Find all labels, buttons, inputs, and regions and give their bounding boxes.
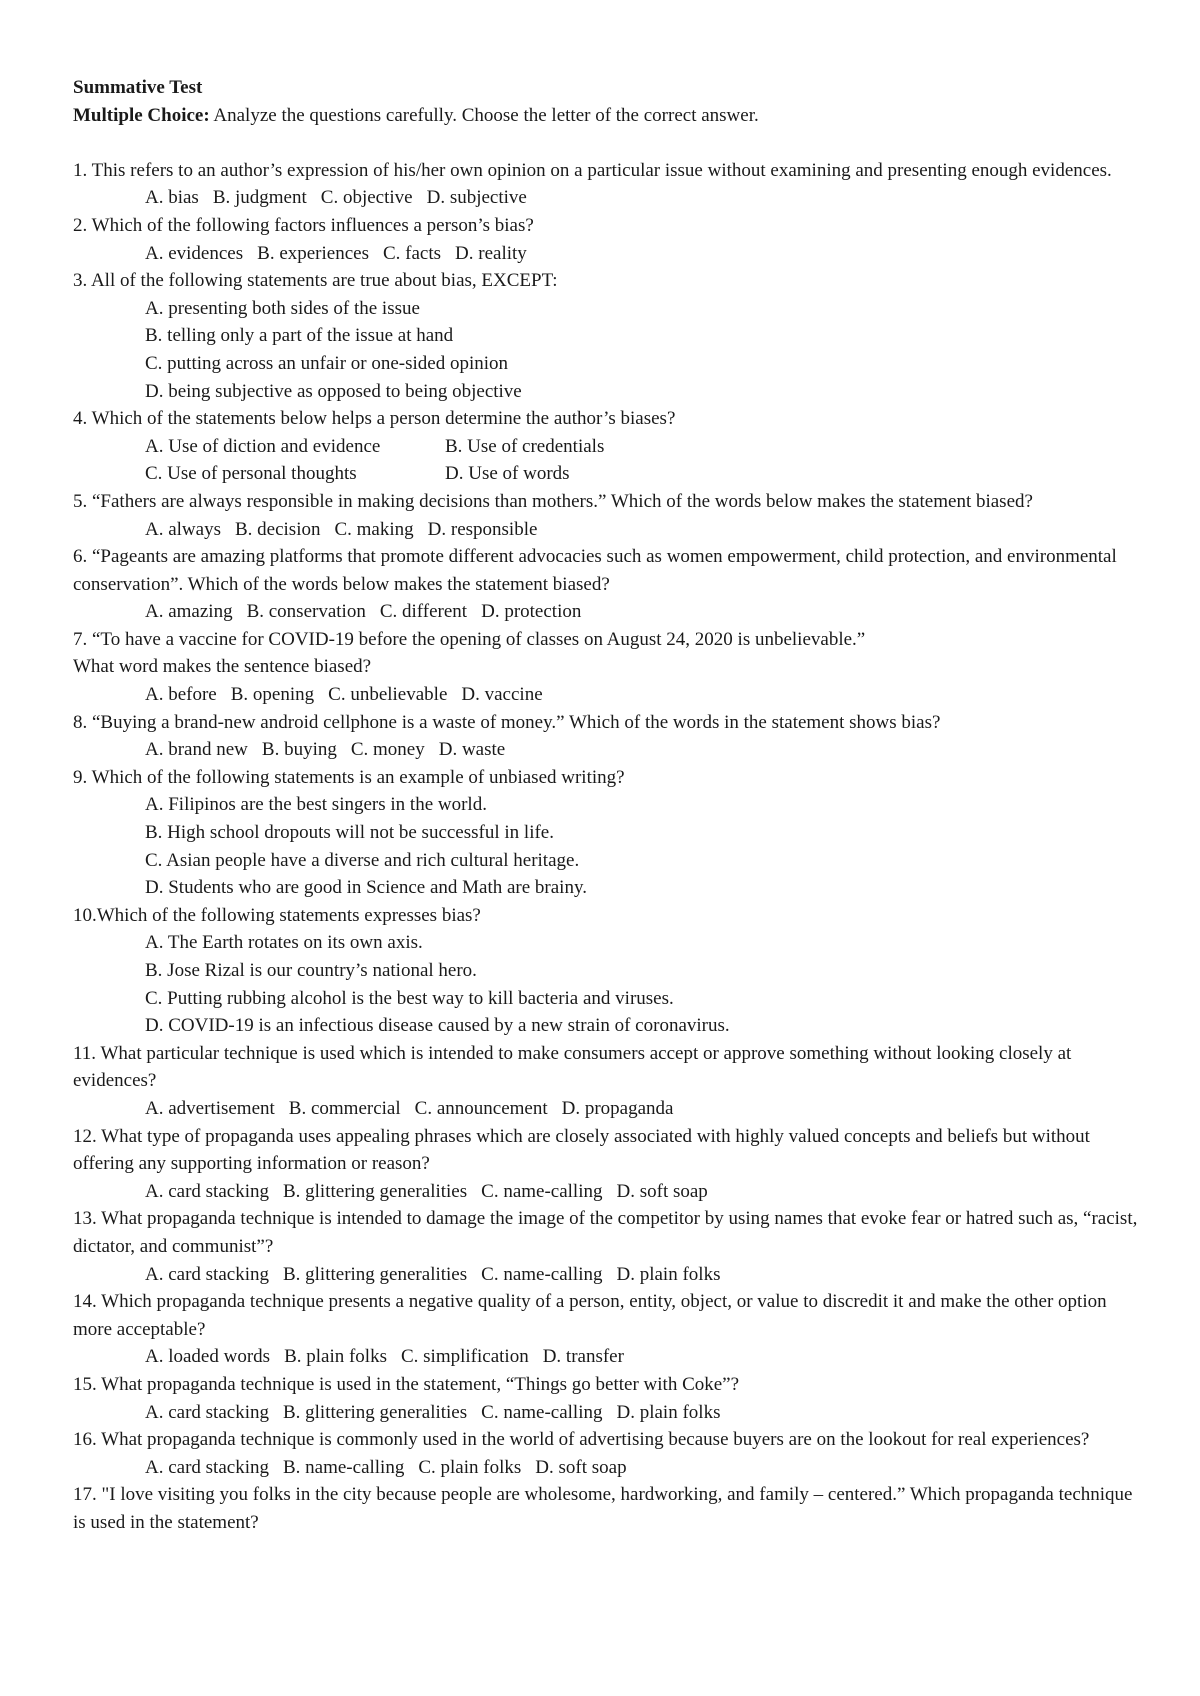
answer-option: B. glittering generalities	[282, 1263, 468, 1285]
answer-option: A. always	[145, 518, 221, 540]
answer-option: A. loaded words	[145, 1346, 271, 1368]
question-text: 8. “Buying a brand-new android cellphone is a waste of money.” Which of the words in the statement shows bias?	[73, 711, 941, 733]
answer-option: D. COVID-19 is an infectious disease caused by a new strain of coronavirus.	[145, 1015, 730, 1037]
question-item	[73, 1123, 1140, 1206]
answer-option: B. glittering generalities	[282, 1180, 468, 1202]
answer-option: A. card stacking	[145, 1401, 269, 1423]
question-item	[73, 626, 1140, 709]
answer-option: A. brand new	[145, 739, 248, 761]
question-item	[73, 1288, 1140, 1371]
question-text: 9. Which of the following statements is an example of unbiased writing?	[73, 766, 625, 788]
answer-option: D. vaccine	[461, 684, 543, 706]
answer-option: D. reality	[455, 242, 527, 264]
answer-option: A. evidences	[145, 242, 244, 264]
answer-option: C. Putting rubbing alcohol is the best way to kill bacteria and viruses.	[145, 987, 674, 1009]
answer-option: B. Use of credentials	[445, 435, 605, 457]
answer-option: C. simplification	[400, 1346, 529, 1368]
question-text: 12. What type of propaganda uses appealing phrases which are closely associated with highly valued concepts and beliefs but without offering any supporting information or reason?	[73, 1125, 1090, 1175]
answer-option: D. protection	[481, 601, 582, 623]
question-text: 16. What propaganda technique is commonly used in the world of advertising because buyers are on the lookout for real experiences?	[73, 1429, 1090, 1451]
answer-option: C. Asian people have a diverse and rich cultural heritage.	[145, 849, 580, 871]
answer-option: B. plain folks	[284, 1346, 387, 1368]
answer-option: A. card stacking	[145, 1456, 269, 1478]
answer-options	[73, 184, 1140, 212]
answer-option: D. plain folks	[616, 1401, 721, 1423]
answer-option: A. card stacking	[145, 1180, 269, 1202]
answer-options	[73, 240, 1140, 268]
answer-options	[73, 1178, 1140, 1206]
answer-options	[73, 1095, 1140, 1123]
question-text: 17. "I love visiting you folks in the city because people are wholesome, hardworking, and family – centered.” Which propaganda technique is used in the statement?	[73, 1484, 1133, 1533]
question-item	[73, 157, 1140, 212]
answer-option: B. opening	[230, 684, 315, 706]
answer-option: C. objective	[320, 187, 413, 209]
answer-option: A. before	[145, 684, 217, 706]
question-text: 11. What particular technique is used which is intended to make consumers accept or approve something without looking closely at evidences?	[73, 1042, 1072, 1092]
question-item	[73, 212, 1140, 267]
answer-option: D. subjective	[426, 187, 527, 209]
answer-option: D. Students who are good in Science and Math are brainy.	[145, 877, 587, 899]
question-text: 3. All of the following statements are true about bias, EXCEPT:	[73, 270, 558, 292]
instructions	[73, 102, 1140, 130]
answer-option: C. name-calling	[481, 1263, 603, 1285]
answer-option: C. different	[379, 601, 468, 623]
answer-option: C. putting across an unfair or one-sided opinion	[145, 352, 509, 374]
answer-option: B. conservation	[246, 601, 366, 623]
question-list	[73, 157, 1140, 1537]
answer-option: D. soft soap	[616, 1180, 708, 1202]
answer-options	[73, 736, 1140, 764]
instructions-text: Analyze the questions carefully. Choose the letter of the correct answer.	[209, 104, 759, 126]
question-item	[73, 543, 1140, 626]
question-text: 5. “Fathers are always responsible in making decisions than mothers.” Which of the words below makes the statement biased?	[73, 490, 1033, 512]
question-text: 2. Which of the following factors influences a person’s bias?	[73, 214, 534, 236]
answer-option: A. Filipinos are the best singers in the world.	[145, 794, 487, 816]
answer-options	[73, 295, 1140, 405]
answer-option: A. bias	[145, 187, 199, 209]
answer-options	[73, 1454, 1140, 1482]
answer-option: C. plain folks	[418, 1456, 522, 1478]
spacer	[73, 129, 1140, 157]
question-item	[73, 405, 1140, 488]
answer-options	[73, 1261, 1140, 1289]
answer-options	[73, 598, 1140, 626]
answer-option: B. High school dropouts will not be successful in life.	[145, 822, 554, 844]
question-text: 6. “Pageants are amazing platforms that promote different advocacies such as women empowerment, child protection, and environmental conservation”. Which of the words below makes the statement biased?	[73, 546, 1117, 595]
answer-option: C. name-calling	[481, 1401, 603, 1423]
answer-option: B. decision	[234, 518, 321, 540]
instructions-label: Multiple Choice:	[73, 104, 210, 126]
answer-option: A. presenting both sides of the issue	[145, 297, 420, 319]
answer-options	[73, 681, 1140, 709]
question-text: 13. What propaganda technique is intended to damage the image of the competitor by using names that evoke fear or hatred such as, “racist, dictator, and communist”?	[73, 1208, 1138, 1257]
question-text: 4. Which of the statements below helps a person determine the author’s biases?	[73, 408, 676, 430]
question-item	[73, 1040, 1140, 1123]
answer-option: D. plain folks	[616, 1263, 721, 1285]
question-item	[73, 1371, 1140, 1426]
answer-options	[73, 1399, 1140, 1427]
answer-option: B. Jose Rizal is our country’s national hero.	[145, 960, 477, 981]
question-text: 7. “To have a vaccine for COVID-19 before the opening of classes on August 24, 2020 is unbelievable.”	[73, 628, 866, 650]
question-item	[73, 1481, 1140, 1536]
question-item	[73, 1205, 1140, 1288]
answer-option: A. amazing	[145, 601, 233, 623]
answer-options	[73, 929, 1140, 1039]
answer-option: B. judgment	[212, 187, 307, 209]
answer-options	[73, 516, 1140, 544]
answer-option: D. waste	[438, 739, 506, 761]
answer-option: B. glittering generalities	[282, 1401, 468, 1423]
answer-option: C. Use of personal thoughts	[145, 463, 357, 485]
answer-option: C. name-calling	[481, 1180, 603, 1202]
answer-option: B. name-calling	[282, 1456, 405, 1478]
answer-option: C. unbelievable	[328, 684, 448, 706]
question-item	[73, 267, 1140, 405]
answer-option: C. facts	[382, 242, 442, 264]
answer-option: D. propaganda	[561, 1097, 674, 1119]
question-text: 14. Which propaganda technique presents a negative quality of a person, entity, object, or value to discredit it and make the other option more acceptable?	[73, 1291, 1107, 1340]
answer-options	[73, 433, 1140, 488]
answer-option: D. transfer	[542, 1346, 624, 1368]
answer-option: A. advertisement	[145, 1097, 275, 1119]
answer-option: D. Use of words	[445, 463, 570, 485]
answer-option: D. soft soap	[535, 1456, 627, 1478]
question-text: 1. This refers to an author’s expression of his/her own opinion on a particular issue without examining and presenting enough evidences.	[73, 159, 1112, 181]
answer-option: C. announcement	[414, 1097, 548, 1119]
page-title: Summative Test	[73, 77, 203, 98]
question-item	[73, 902, 1140, 1040]
answer-option: B. experiences	[257, 242, 369, 264]
question-text-continued: What word makes the sentence biased?	[73, 656, 372, 678]
answer-option: B. buying	[261, 739, 337, 761]
answer-options	[73, 1343, 1140, 1371]
question-text: 15. What propaganda technique is used in the statement, “Things go better with Coke”?	[73, 1373, 740, 1395]
question-item	[73, 764, 1140, 902]
answer-option: D. being subjective as opposed to being objective	[145, 380, 522, 402]
answer-option: A. The Earth rotates on its own axis.	[145, 932, 423, 954]
answer-option: C. making	[334, 518, 414, 540]
answer-options	[73, 791, 1140, 901]
answer-option: B. commercial	[288, 1097, 401, 1119]
question-item	[73, 1426, 1140, 1481]
answer-option: D. responsible	[427, 518, 538, 540]
answer-option: C. money	[350, 739, 425, 761]
answer-option: B. telling only a part of the issue at hand	[145, 325, 454, 347]
question-item	[73, 488, 1140, 543]
answer-option: A. Use of diction and evidence	[145, 435, 381, 457]
answer-option: A. card stacking	[145, 1263, 269, 1285]
question-text: 10.Which of the following statements expresses bias?	[73, 904, 481, 926]
question-item	[73, 709, 1140, 764]
